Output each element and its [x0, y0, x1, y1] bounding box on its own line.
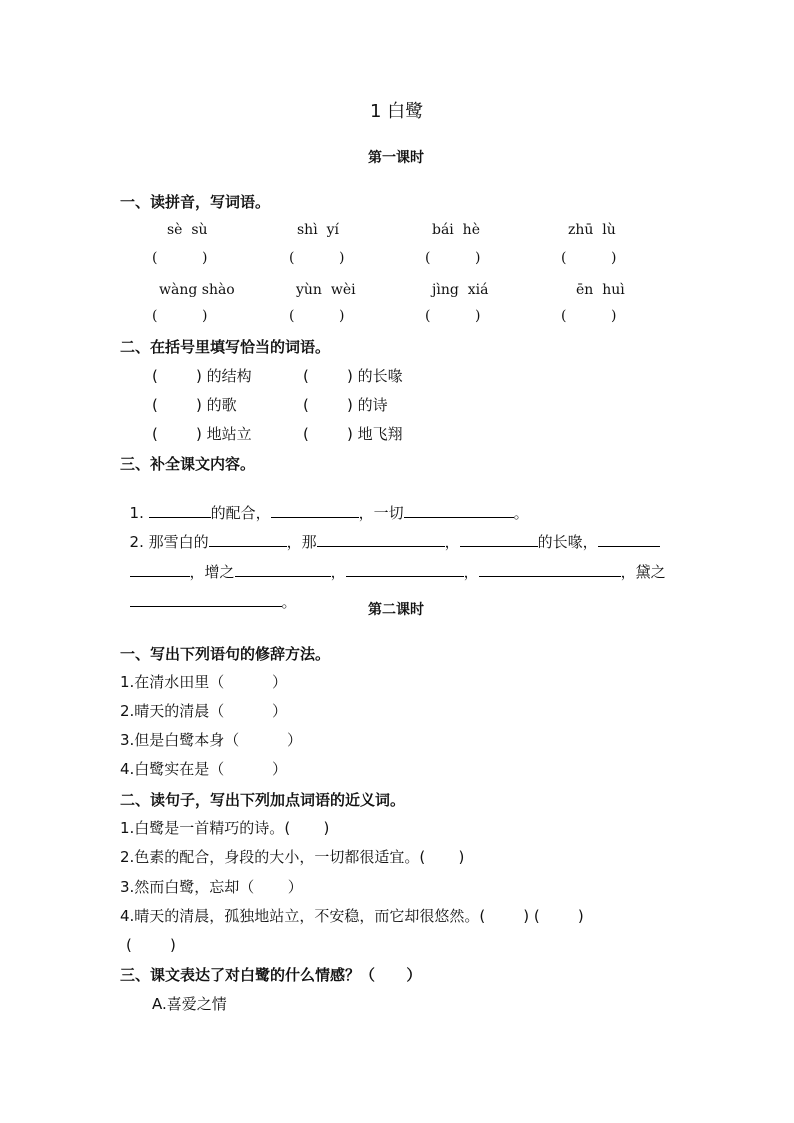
- section-heading: 一、写出下列语句的修辞方法。: [120, 645, 331, 663]
- cloze-text: 。: [513, 504, 529, 522]
- section-heading: 一、读拼音，写词语。: [120, 193, 271, 211]
- pinyin-item: jìng xiá: [432, 282, 489, 298]
- lesson2-subtitle: 第二课时: [368, 602, 424, 618]
- cloze-text: ，那: [286, 533, 317, 551]
- cloze-blank[interactable]: [479, 562, 621, 577]
- cloze-text: 的配合，: [210, 504, 271, 522]
- pinyin-item: bái hè: [432, 222, 480, 238]
- section-heading: 二、读句子，写出下列加点词语的近义词。: [120, 791, 406, 809]
- pinyin-item: ēn huì: [576, 282, 625, 298]
- cloze-blank[interactable]: [346, 562, 464, 577]
- pinyin-item: wàng shào: [159, 282, 235, 298]
- cloze-text: 2. 那雪白的: [129, 533, 209, 551]
- fill-item[interactable]: ( ) 的诗: [303, 396, 388, 414]
- pinyin-item: shì yí: [297, 222, 339, 238]
- question-item[interactable]: 2.色素的配合，身段的大小，一切都很适宜。( ): [120, 848, 465, 866]
- question-item[interactable]: 1.在清水田里（ ）: [120, 673, 287, 691]
- cloze-text: ，一切: [358, 504, 404, 522]
- question-item[interactable]: 4.白鹭实在是（ ）: [120, 760, 287, 778]
- cloze-blank[interactable]: [130, 592, 282, 607]
- question-item[interactable]: 1.白鹭是一首精巧的诗。( ): [120, 819, 330, 837]
- answer-blank[interactable]: ( ): [126, 936, 176, 954]
- cloze-text: ，: [444, 533, 460, 551]
- answer-blank[interactable]: ( ): [425, 250, 481, 266]
- lesson1-subtitle: 第一课时: [368, 150, 424, 166]
- cloze-text: 。: [281, 593, 297, 611]
- pinyin-item: sè sù: [167, 222, 208, 238]
- fill-item[interactable]: ( ) 地站立: [152, 425, 252, 443]
- fill-item[interactable]: ( ) 地飞翔: [303, 425, 403, 443]
- cloze-text: ，增之: [189, 563, 235, 581]
- answer-blank[interactable]: ( ): [561, 308, 617, 324]
- pinyin-item: yùn wèi: [296, 282, 356, 298]
- fill-item[interactable]: ( ) 的歌: [152, 396, 237, 414]
- choice-option-a[interactable]: A.喜爱之情: [152, 995, 227, 1013]
- question-item[interactable]: 3.但是白鹭本身（ ）: [120, 731, 302, 749]
- page-title: 1 白鹭: [370, 101, 424, 122]
- cloze-text: ，: [330, 563, 346, 581]
- cloze-text: 的长喙，: [537, 533, 598, 551]
- answer-blank[interactable]: ( ): [289, 308, 345, 324]
- question-item[interactable]: 2.晴天的清晨（ ）: [120, 702, 287, 720]
- answer-blank[interactable]: ( ): [425, 308, 481, 324]
- section-heading: 二、在括号里填写恰当的词语。: [120, 338, 331, 356]
- fill-item[interactable]: ( ) 的长喙: [303, 367, 403, 385]
- answer-blank[interactable]: ( ): [152, 308, 208, 324]
- answer-blank[interactable]: ( ): [561, 250, 617, 266]
- section-heading: 三、补全课文内容。: [120, 455, 256, 473]
- cloze-text: ，: [463, 563, 479, 581]
- question-item[interactable]: 4.晴天的清晨，孤独地站立，不安稳，而它却很悠然。( ) ( ): [120, 907, 584, 925]
- pinyin-item: zhū lù: [568, 222, 616, 238]
- cloze-text: 1.: [129, 504, 149, 522]
- cloze-text: ，黛之: [620, 563, 666, 581]
- answer-blank[interactable]: ( ): [152, 250, 208, 266]
- fill-item[interactable]: ( ) 的结构: [152, 367, 252, 385]
- question-item[interactable]: 3.然而白鹭，忘却（ ）: [120, 878, 303, 896]
- section-heading: 三、课文表达了对白鹭的什么情感？（ ）: [120, 966, 422, 984]
- answer-blank[interactable]: ( ): [289, 250, 345, 266]
- cloze-line-4: [120, 572, 297, 612]
